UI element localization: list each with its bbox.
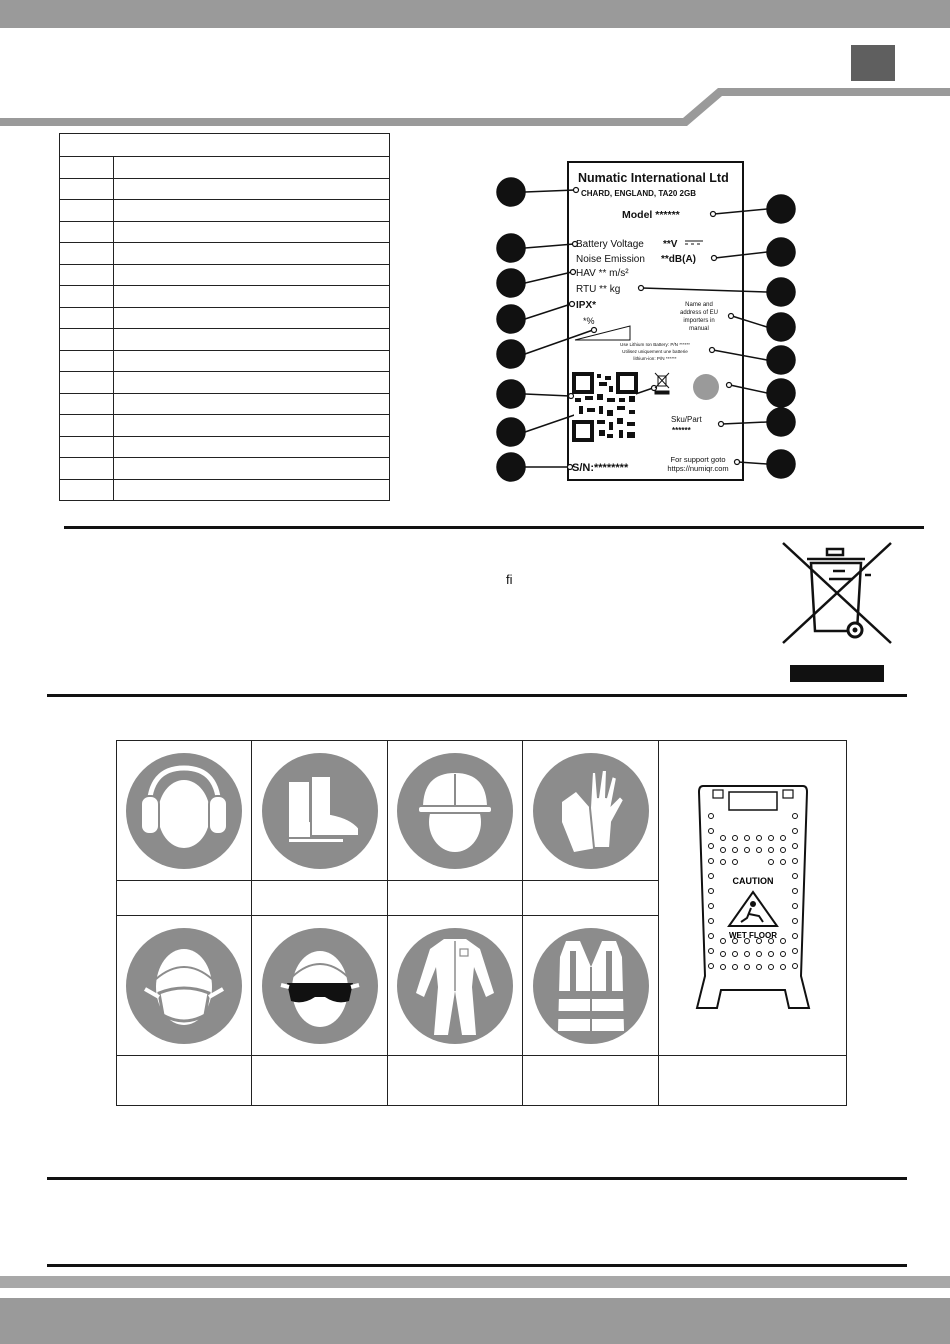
ppe-caption-cell: [388, 881, 523, 916]
stray-ligature: ﬁ: [506, 572, 513, 587]
plate-importers-line4: manual: [689, 326, 709, 332]
ppe-grid: [116, 740, 847, 1106]
plate-address: CHARD, ENGLAND, TA20 2GB: [581, 189, 696, 198]
ppe-cell: [523, 916, 659, 1056]
section-divider: [64, 526, 924, 529]
table-row: [60, 393, 390, 415]
wet-floor-sign-icon: [693, 776, 813, 1016]
ppe-cell: [388, 916, 523, 1056]
plate-serial: S/N:********: [572, 462, 629, 474]
ppe-caption-cell: [117, 881, 252, 916]
section-divider: [47, 1177, 907, 1180]
plate-support-1: For support goto: [670, 455, 726, 464]
overalls-icon: [396, 927, 514, 1045]
ppe-cell: [388, 741, 523, 881]
plate-importers-line2: address of EU: [679, 310, 719, 316]
section-divider: [47, 694, 907, 697]
ppe-cell: [523, 741, 659, 881]
plate-battery-fr2: lithium-ion: P/N ******: [633, 356, 677, 361]
parts-table: [59, 133, 390, 501]
table-row: [60, 372, 390, 394]
table-row: [60, 157, 390, 179]
plate-noise-emission: Noise Emission: [576, 254, 645, 265]
hi-vis-vest-icon: [532, 927, 650, 1045]
ear-protection-icon: [125, 752, 243, 870]
ppe-caption-cell: [252, 881, 388, 916]
ppe-caption-cell: [523, 1056, 659, 1106]
plate-noise-value: **dB(A): [661, 254, 696, 265]
section-divider: [47, 1264, 907, 1267]
ppe-caption-cell: [252, 1056, 388, 1106]
footer-band: [0, 1298, 950, 1344]
plate-hav: HAV ** m/s²: [576, 268, 629, 279]
ppe-cell: [117, 916, 252, 1056]
qr-code: [574, 374, 636, 440]
ppe-cell: [252, 916, 388, 1056]
page-number-tab: [851, 45, 895, 81]
wet-floor-sign-cell: [659, 741, 847, 1056]
rating-label-diagram: [495, 160, 800, 485]
ppe-caption-cell: [388, 1056, 523, 1106]
ppe-caption-cell: [523, 881, 659, 916]
table-row: [60, 436, 390, 458]
ppe-caption-cell: [117, 1056, 252, 1106]
plate-grey-dot: [693, 374, 719, 400]
table-row: [60, 458, 390, 480]
safety-boots-icon: [261, 752, 379, 870]
sign-wet-floor-text: WET FLOOR: [728, 930, 777, 940]
ppe-cell: [252, 741, 388, 881]
table-row: [60, 200, 390, 222]
plate-battery-en: Use Lithium Ion Battery: P/N ******: [620, 342, 690, 347]
table-row: [60, 286, 390, 308]
table-row: [60, 307, 390, 329]
table-row: [60, 479, 390, 501]
hard-hat-icon: [396, 752, 514, 870]
plate-ipx: IPX*: [576, 300, 597, 311]
table-row: [60, 243, 390, 265]
table-row: [60, 264, 390, 286]
plate-voltage-value: **V: [663, 239, 678, 250]
top-band: [0, 0, 950, 28]
face-mask-icon: [125, 927, 243, 1045]
safety-goggles-icon: [261, 927, 379, 1045]
plate-support-2: https://numiqr.com: [667, 464, 729, 473]
table-row: [60, 178, 390, 200]
plate-battery-fr1: Utilisez uniquement une batterie: [622, 349, 688, 354]
footer-thin-band: [0, 1276, 950, 1288]
table-row: [60, 329, 390, 351]
plate-importers-line3: importers in: [683, 318, 715, 324]
plate-sku-label: Sku/Part: [671, 415, 702, 424]
weee-bar: [790, 665, 884, 682]
plate-importers-line1: Name and: [685, 302, 713, 308]
plate-sku-value: ******: [672, 426, 691, 435]
weee-bin-icon: [779, 539, 895, 684]
safety-gloves-icon: [532, 752, 650, 870]
plate-battery-voltage: Battery Voltage: [576, 239, 644, 250]
plate-incline: *%: [583, 316, 595, 326]
table-row: [60, 415, 390, 437]
ppe-cell: [117, 741, 252, 881]
table-row: [60, 350, 390, 372]
plate-model: Model ******: [622, 209, 680, 221]
plate-company: Numatic International Ltd: [578, 171, 729, 185]
plate-rtu: RTU ** kg: [576, 284, 621, 295]
ppe-caption-cell: [659, 1056, 847, 1106]
sign-caution-text: CAUTION: [732, 875, 773, 886]
table-row: [60, 221, 390, 243]
table-header-cell: [60, 134, 390, 157]
